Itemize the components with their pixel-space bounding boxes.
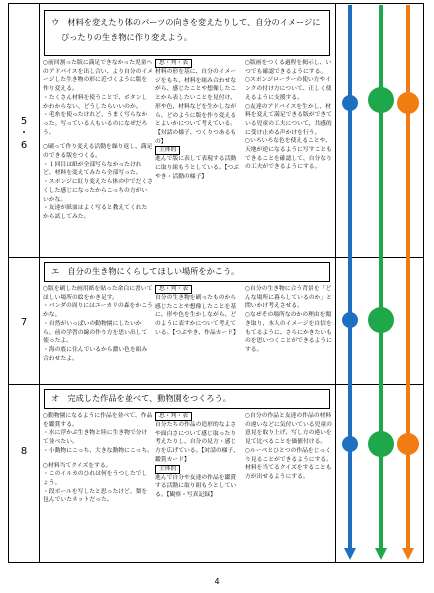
evaluation-tag: 主体的 — [155, 465, 180, 474]
evaluation-text: 進んで自分や友達の作品を鑑賞する活動に取り組もうとしている。【観察・写真記録】 — [155, 474, 237, 498]
activity-line: ・友達が紙皿はよく写ると教えてくれたから試してみた。 — [43, 205, 148, 220]
evaluation-tag: 思・判・表 — [155, 59, 192, 68]
row-number: 7 — [20, 317, 28, 328]
evaluation-tag: 主体的 — [155, 146, 180, 155]
page-number: 4 — [214, 577, 220, 586]
blue-marker — [342, 436, 358, 452]
activity-line: ○版を刷した画用紙を貼った余白に書いてほしい場所の絵をかき足す。 — [43, 286, 153, 301]
evaluation-text: 進んで版に表して表現する活動に取り組もうとしている。【つぶやき・活動の様子】 — [155, 156, 240, 180]
learning-activities — [43, 285, 153, 382]
activity-line: ・海の底に住んでいるから濃い色を組み合わせたよ。 — [43, 346, 148, 362]
support-line: ○なぜその場所なのかの理由を聞き取り、本人のイメージを自信をもてるように、さらにかきたいものを思いつくことができるようにする。 — [245, 312, 332, 353]
activity-heading: ウ 材料を変えたり体のパーツの向きを変えたりして、自分のイメージに ぴったりの生き物に作り変えよう。 — [44, 10, 330, 56]
blue-marker — [342, 95, 358, 111]
activity-line: ・自然がいっぱいの動物園にしたいから、前の学習の線の作り方を思い出して使ったよ。 — [43, 320, 148, 345]
support-line: ○版画をつくる過程を掲示し、いつでも確認できるようにする。 — [245, 60, 332, 75]
support-line: ○友達のアドバイスを生かし、材料を変えて満足できる版ができている児童の工夫について、共感的に受け止める声かけを行う。 — [245, 103, 332, 136]
activity-line: ○刷って作り変える活動を繰り返し、満足のできる版をつくる。 — [43, 144, 153, 160]
activity-line: ・パンダの周りにはユーカリの森をかこうかな。 — [43, 303, 153, 319]
support-line: ○自分の作品と友達の作品の材料の違いなどに気付いている児童の意見を取り上げ、写し方の違いを見て比べることを価値付ける。 — [245, 413, 332, 446]
activity-line: ・水に浮かぶ生き物と陸に生き物で分けて並べたい。 — [43, 430, 148, 446]
row-number: 8 — [20, 446, 28, 457]
orange-marker — [397, 92, 419, 114]
progress-rails — [335, 3, 425, 563]
evaluation-tag: 思・判・表 — [155, 285, 192, 294]
green-marker — [368, 87, 394, 113]
orange-rail — [397, 5, 419, 560]
green-rail — [368, 5, 394, 560]
blue-marker — [342, 312, 358, 328]
learning-activities — [43, 412, 153, 562]
support-line: ○自分の生き物に合う背景を「どんな場所に暮らしているのか」と問いかけ考えさせる。 — [245, 286, 332, 310]
evaluation-text: 材料の形を基に、自分のイメージをもち、材料を組み合わせながら、感じたことや想像したことから表したいことを見付け、形や色、材料などを生かしながら、どのように版を作り変えるとよいかについて考えている。【対話の様子、つくりつあるもの】 — [155, 69, 237, 145]
green-marker — [368, 431, 394, 457]
evaluation-text: 自分の生き物を刷ったものから感じたことや想像したことを基に、形や色を生かしながら、どのように表すかについて考えている。【つぶやき、作品カード】 — [155, 295, 239, 336]
activity-line: ○動物園になるように作品を並べて、作品を鑑賞する。 — [43, 413, 153, 428]
evaluation-column — [155, 59, 241, 255]
evaluation-tag: 思・判・表 — [155, 412, 192, 421]
evaluation-column — [155, 285, 241, 382]
activity-line: ○前回割った版に満足できなかった児童へのアドバイスを出し合い、より自分のイメージした生き物の形に近づくように版を作り変える。 — [43, 60, 153, 93]
activity-line: ・このイルカのひれは何をうつしたでしょう。 — [43, 471, 148, 486]
activity-heading: エ 自分の生き物にくらしてほしい場所をかこう。 — [44, 262, 330, 282]
teacher-support — [245, 412, 333, 562]
orange-marker — [397, 433, 419, 455]
activity-line: ○材料当てクイズをする。 — [43, 462, 112, 469]
support-line: ○いろいろな色を使えることや、天地が逆になるように写すこともできることを確認して、自分なりの工夫ができるようにする。 — [245, 138, 332, 171]
support-line: ○ルーペとひとつの作品をじっくり見ることができるようにする。材料を当てるクイズをすることも方が出せるようにする。 — [245, 447, 332, 480]
activity-heading: オ 完成した作品を並べて、動物園をつくろう。 — [44, 389, 330, 409]
evaluation-text: 自分たちの作品の造形的なよさや面白さについて感じ取ったり考えたりし、自分の見方・感じ方を広げている。【対話の様子、鑑賞カード】 — [155, 422, 240, 463]
activity-line: ・毛糸を使ったけれど、うまく写らなかった。写っている人もいるのになぜだろう。 — [43, 112, 148, 136]
support-line: ○スポンジローラーの使い方やインクの付け方について、正しく使えるように支援する。 — [245, 77, 332, 101]
activity-line: ・１回目は紙が全部写らなかったけれど、材料を変えてみたら全部写った。 — [43, 161, 142, 177]
row-number: 5 ・ 6 — [19, 116, 29, 151]
teacher-support — [245, 285, 333, 382]
blue-rail — [342, 5, 358, 560]
activity-line: ・たくさん材料を使うことで、ボタンしかわからない、どうしたらいいのか。 — [43, 94, 148, 110]
activity-line: ・スポンジに紅り変えたら体の中でだくさくした感じになったからこっちの方がいいかな。 — [43, 179, 153, 203]
teacher-support — [245, 59, 333, 255]
activity-line: ・小動物にこっち、大きな動物にこっち。 — [43, 447, 153, 454]
green-marker — [368, 307, 394, 333]
learning-activities — [43, 59, 153, 255]
activity-line: ・段ボールを写したと思ったけど、梨を包んでいたネットだった。 — [43, 488, 148, 504]
evaluation-column — [155, 412, 241, 562]
column-divider — [39, 4, 40, 562]
